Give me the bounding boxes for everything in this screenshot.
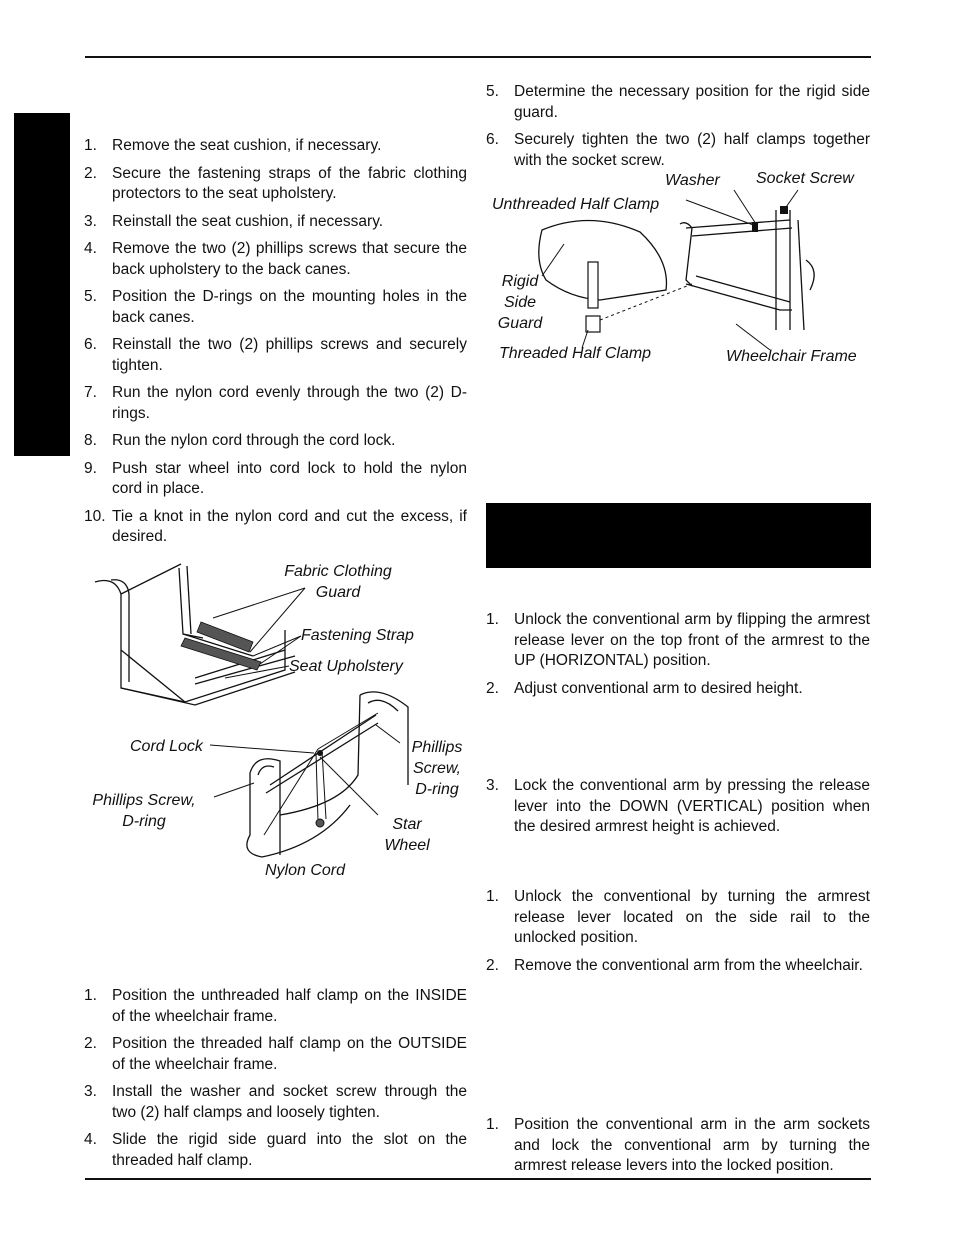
label-phillips-screw-left: Phillips Screw, D-ring [92,792,196,830]
list-item [84,383,467,424]
step-number: 1. [486,888,499,905]
list-item [84,431,467,452]
step-number: 2. [84,1035,97,1052]
step-text: Tie a knot in the nylon cord and cut the excess, if desired. [112,507,467,545]
list-item [486,956,870,977]
step-number: 3. [84,1083,97,1100]
step-text: Push star wheel into cord lock to hold the nylon cord in place. [112,459,467,497]
list-item [84,1034,467,1075]
list-item [84,212,467,233]
list-item [84,1130,467,1171]
rigid-guard-steps [84,986,467,1178]
section-tab [14,113,70,456]
remove-arm-steps [486,887,870,983]
list-item [84,1082,467,1123]
list-item [486,776,870,838]
step-number: 4. [84,1131,97,1148]
label-seat-upholstery: Seat Upholstery [289,658,403,675]
list-item [486,82,870,123]
step-text: Lock the conventional arm by pressing the release lever into the DOWN (VERTICAL) position when the desired armrest height is achieved. [514,777,870,835]
label-wheelchair-frame: Wheelchair Frame [726,348,857,365]
list-item [84,287,467,328]
top-rule [85,56,871,58]
label-fastening-strap: Fastening Strap [301,627,414,644]
step-text: Run the nylon cord through the cord lock. [112,432,396,449]
step-number: 10. [84,507,106,525]
list-item [486,610,870,672]
step-number: 1. [84,987,97,1004]
step-number: 2. [84,164,97,182]
step-number: 1. [84,137,97,154]
step-text: Remove the two (2) phillips screws that secure the back upholstery to the back canes. [112,240,467,278]
list-item [486,1115,870,1177]
step-text: Securely tighten the two (2) half clamps together with the socket screw. [514,131,870,169]
list-item [84,164,467,205]
label-rigid-side-guard: Rigid Side Guard [497,273,543,332]
step-text: Reinstall the seat cushion, if necessary. [112,212,384,230]
label-phillips-screw-right: Phillips Screw, D-ring [411,739,463,798]
list-item [486,887,870,949]
step-text: Remove the seat cushion, if necessary. [112,137,382,154]
label-washer: Washer [665,172,720,189]
step-text: Unlock the conventional arm by flipping the armrest release lever on the top front of the armrest to the UP (HORIZONTAL) position. [514,611,870,669]
step-text: Run the nylon cord evenly through the two (2) D-rings. [112,384,467,422]
step-text: Determine the necessary position for the rigid side guard. [514,83,870,121]
step-number: 3. [486,777,499,794]
step-text: Position the conventional arm in the arm sockets and lock the conventional arm by turning the armrest release levers into the locked position. [514,1116,870,1174]
list-item [84,507,467,548]
step-text: Position the threaded half clamp on the OUTSIDE of the wheelchair frame. [112,1035,467,1073]
install-arm-steps [486,1115,870,1184]
step-number: 7. [84,384,97,401]
label-fabric-clothing-guard: Fabric Clothing Guard [284,563,392,601]
step-number: 6. [84,336,97,353]
step-text: Slide the rigid side guard into the slot on the threaded half clamp. [112,1131,467,1169]
label-socket-screw: Socket Screw [756,170,854,187]
list-item [84,239,467,280]
list-item [84,986,467,1027]
step-number: 2. [486,956,499,974]
list-item [486,130,870,171]
clothing-guard-steps [84,136,467,555]
label-star-wheel: Star Wheel [384,816,430,854]
lock-arm-steps [486,776,870,845]
step-number: 9. [84,459,97,477]
step-text: Position the D-rings on the mounting holes in the back canes. [112,288,467,326]
section-heading-bar [486,503,871,568]
step-number: 1. [486,1116,499,1133]
step-text: Position the unthreaded half clamp on the INSIDE of the wheelchair frame. [112,987,467,1025]
step-number: 2. [486,679,499,697]
step-number: 8. [84,432,97,449]
label-nylon-cord: Nylon Cord [265,862,346,879]
adjust-arm-steps [486,610,870,706]
list-item [486,679,870,700]
step-text: Install the washer and socket screw through the two (2) half clamps and loosely tighten. [112,1083,467,1121]
step-text: Unlock the conventional by turning the armrest release lever located on the side rail to the unlocked position. [514,888,870,946]
step-text: Secure the fastening straps of the fabric clothing protectors to the seat upholstery. [112,164,467,202]
label-threaded-half-clamp: Threaded Half Clamp [499,345,652,362]
step-number: 4. [84,240,97,257]
step-text: Adjust conventional arm to desired height. [514,679,803,697]
list-item [84,335,467,376]
step-text: Reinstall the two (2) phillips screws and securely tighten. [112,336,467,374]
step-text: Remove the conventional arm from the wheelchair. [514,956,863,974]
step-number: 6. [486,131,499,148]
step-number: 1. [486,611,499,628]
rigid-guard-steps-continued [486,82,870,178]
step-number: 5. [84,288,97,305]
step-number: 3. [84,212,97,230]
label-unthreaded-half-clamp: Unthreaded Half Clamp [492,196,660,213]
list-item [84,136,467,157]
list-item [84,459,467,500]
label-cord-lock: Cord Lock [130,738,203,755]
step-number: 5. [486,83,499,100]
